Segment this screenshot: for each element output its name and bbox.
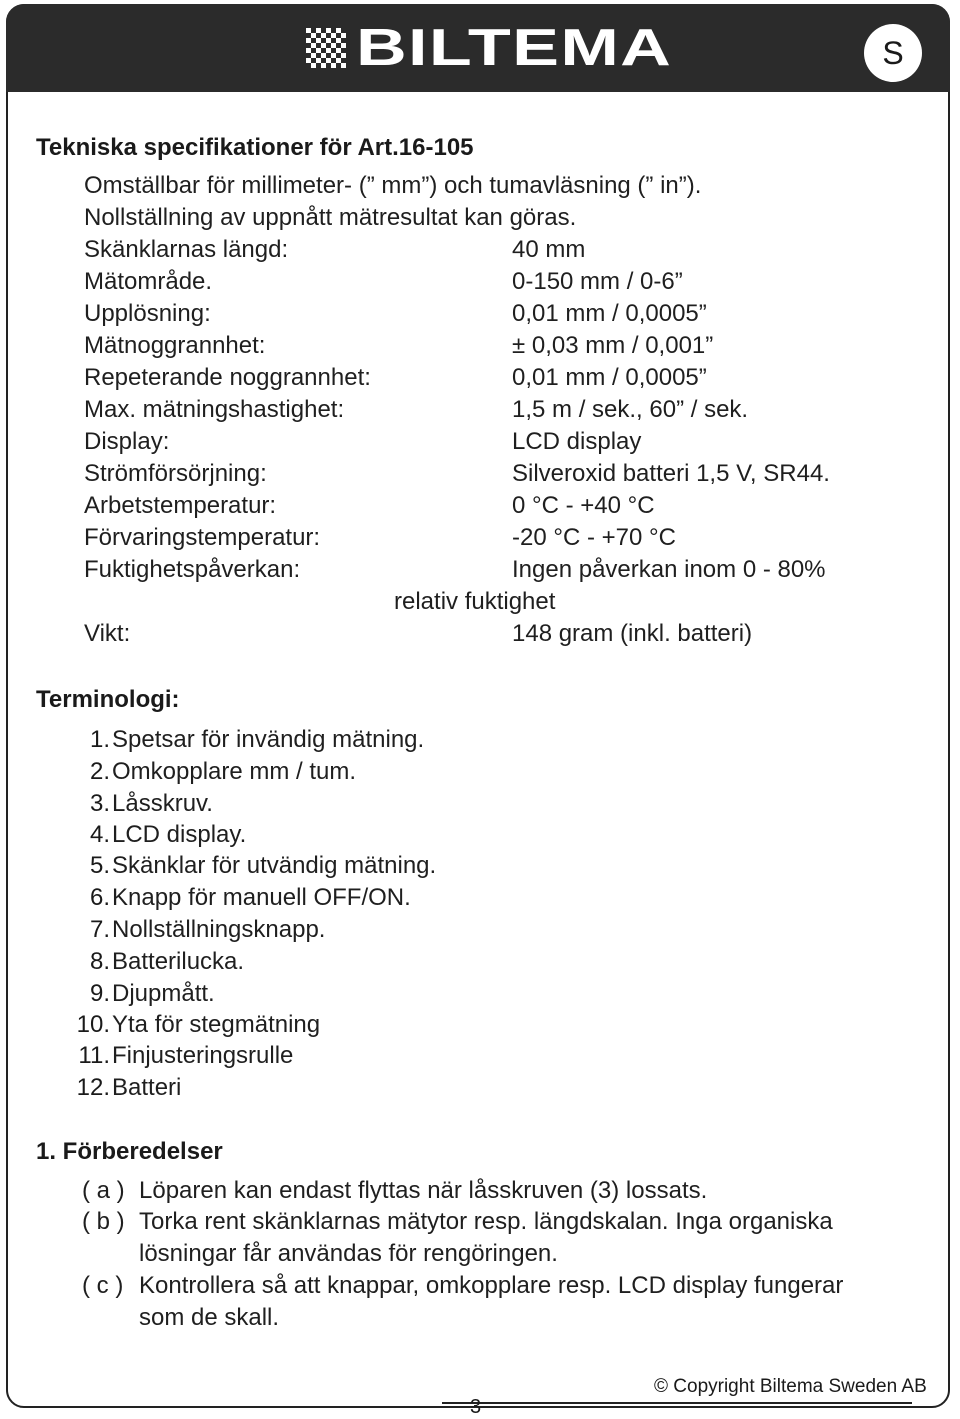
specs-intro-line: Nollställning av uppnått mätresultat kan göras. <box>84 204 577 231</box>
list-item-number: 8. <box>89 948 110 975</box>
list-item-number: 6. <box>89 884 110 911</box>
list-item-number: 3. <box>89 790 110 817</box>
spec-value: 1,5 m / sek., 60” / sek. <box>512 396 749 423</box>
spec-value: -20 °C - +70 °C <box>512 524 676 551</box>
spec-label: Skänklarnas längd: <box>84 236 289 263</box>
list-item: Skänklar för utvändig mätning. <box>112 852 437 879</box>
spec-value: Ingen påverkan inom 0 - 80% <box>512 556 826 583</box>
item-text: Torka rent skänklarnas mätytor resp. längdskalan. Inga organiska <box>139 1208 833 1235</box>
list-item-number: 11. <box>78 1042 110 1069</box>
header-bar <box>6 4 950 92</box>
spec-label: Fuktighetspåverkan: <box>84 556 301 583</box>
specs-intro-line: Omställbar för millimeter- (” mm”) och tumavläsning (” in”). <box>84 172 702 199</box>
spec-label: Vikt: <box>84 620 131 647</box>
item-text: Löparen kan endast flyttas när låsskruven (3) lossats. <box>139 1177 708 1204</box>
list-item: Batteri <box>112 1074 182 1101</box>
spec-value-continuation: relativ fuktighet <box>394 588 556 615</box>
item-text: lösningar får användas för rengöringen. <box>139 1240 558 1267</box>
spec-label: Mätområde. <box>84 268 213 295</box>
spec-label: Förvaringstemperatur: <box>84 524 321 551</box>
item-marker: ( a ) <box>82 1177 125 1204</box>
list-item: LCD display. <box>112 821 247 848</box>
spec-value: 40 mm <box>512 236 586 263</box>
language-badge: S <box>864 24 922 82</box>
list-item: Spetsar för invändig mätning. <box>112 726 425 753</box>
spec-label: Strömförsörjning: <box>84 460 267 487</box>
list-item: Omkopplare mm / tum. <box>112 758 357 785</box>
brand-logo <box>306 18 673 78</box>
spec-value: 0,01 mm / 0,0005” <box>512 364 707 391</box>
footer-divider <box>442 1402 912 1404</box>
checkered-flag-icon <box>306 28 346 68</box>
item-text: som de skall. <box>139 1304 280 1331</box>
spec-value: 148 gram (inkl. batteri) <box>512 620 753 647</box>
spec-label: Display: <box>84 428 170 455</box>
copyright: © Copyright Biltema Sweden AB <box>654 1376 927 1397</box>
spec-label: Upplösning: <box>84 300 211 327</box>
list-item-number: 5. <box>89 852 110 879</box>
spec-value: LCD display <box>512 428 642 455</box>
specs-title: Tekniska specifikationer för Art.16-105 <box>36 134 474 161</box>
list-item: Yta för stegmätning <box>112 1011 321 1038</box>
item-text: Kontrollera så att knappar, omkopplare resp. LCD display fungerar <box>139 1272 844 1299</box>
spec-value: ± 0,03 mm / 0,001” <box>512 332 714 359</box>
spec-label: Arbetstemperatur: <box>84 492 277 519</box>
spec-value: 0,01 mm / 0,0005” <box>512 300 707 327</box>
list-item-number: 10. <box>76 1011 110 1038</box>
preparations-title: 1. Förberedelser <box>36 1138 223 1165</box>
list-item: Nollställningsknapp. <box>112 916 326 943</box>
list-item-number: 12. <box>76 1074 110 1101</box>
page-number: 3 <box>470 1396 482 1418</box>
list-item: Batterilucka. <box>112 948 245 975</box>
list-item-number: 2. <box>89 758 110 785</box>
spec-label: Max. mätningshastighet: <box>84 396 345 423</box>
spec-label: Repeterande noggrannhet: <box>84 364 371 391</box>
spec-label: Mätnoggrannhet: <box>84 332 266 359</box>
terminology-title: Terminologi: <box>36 686 180 713</box>
item-marker: ( c ) <box>82 1272 124 1299</box>
list-item-number: 1. <box>89 726 110 753</box>
brand-wordmark: BILTEMA <box>356 19 673 77</box>
item-marker: ( b ) <box>82 1208 125 1235</box>
list-item-number: 7. <box>89 916 110 943</box>
list-item-number: 9. <box>89 980 110 1007</box>
list-item-number: 4. <box>89 821 110 848</box>
list-item: Knapp för manuell OFF/ON. <box>112 884 411 911</box>
spec-value: 0 °C - +40 °C <box>512 492 655 519</box>
list-item: Djupmått. <box>112 980 215 1007</box>
spec-value: 0-150 mm / 0-6” <box>512 268 683 295</box>
list-item: Låsskruv. <box>112 790 213 817</box>
spec-value: Silveroxid batteri 1,5 V, SR44. <box>512 460 830 487</box>
list-item: Finjusteringsrulle <box>112 1042 294 1069</box>
